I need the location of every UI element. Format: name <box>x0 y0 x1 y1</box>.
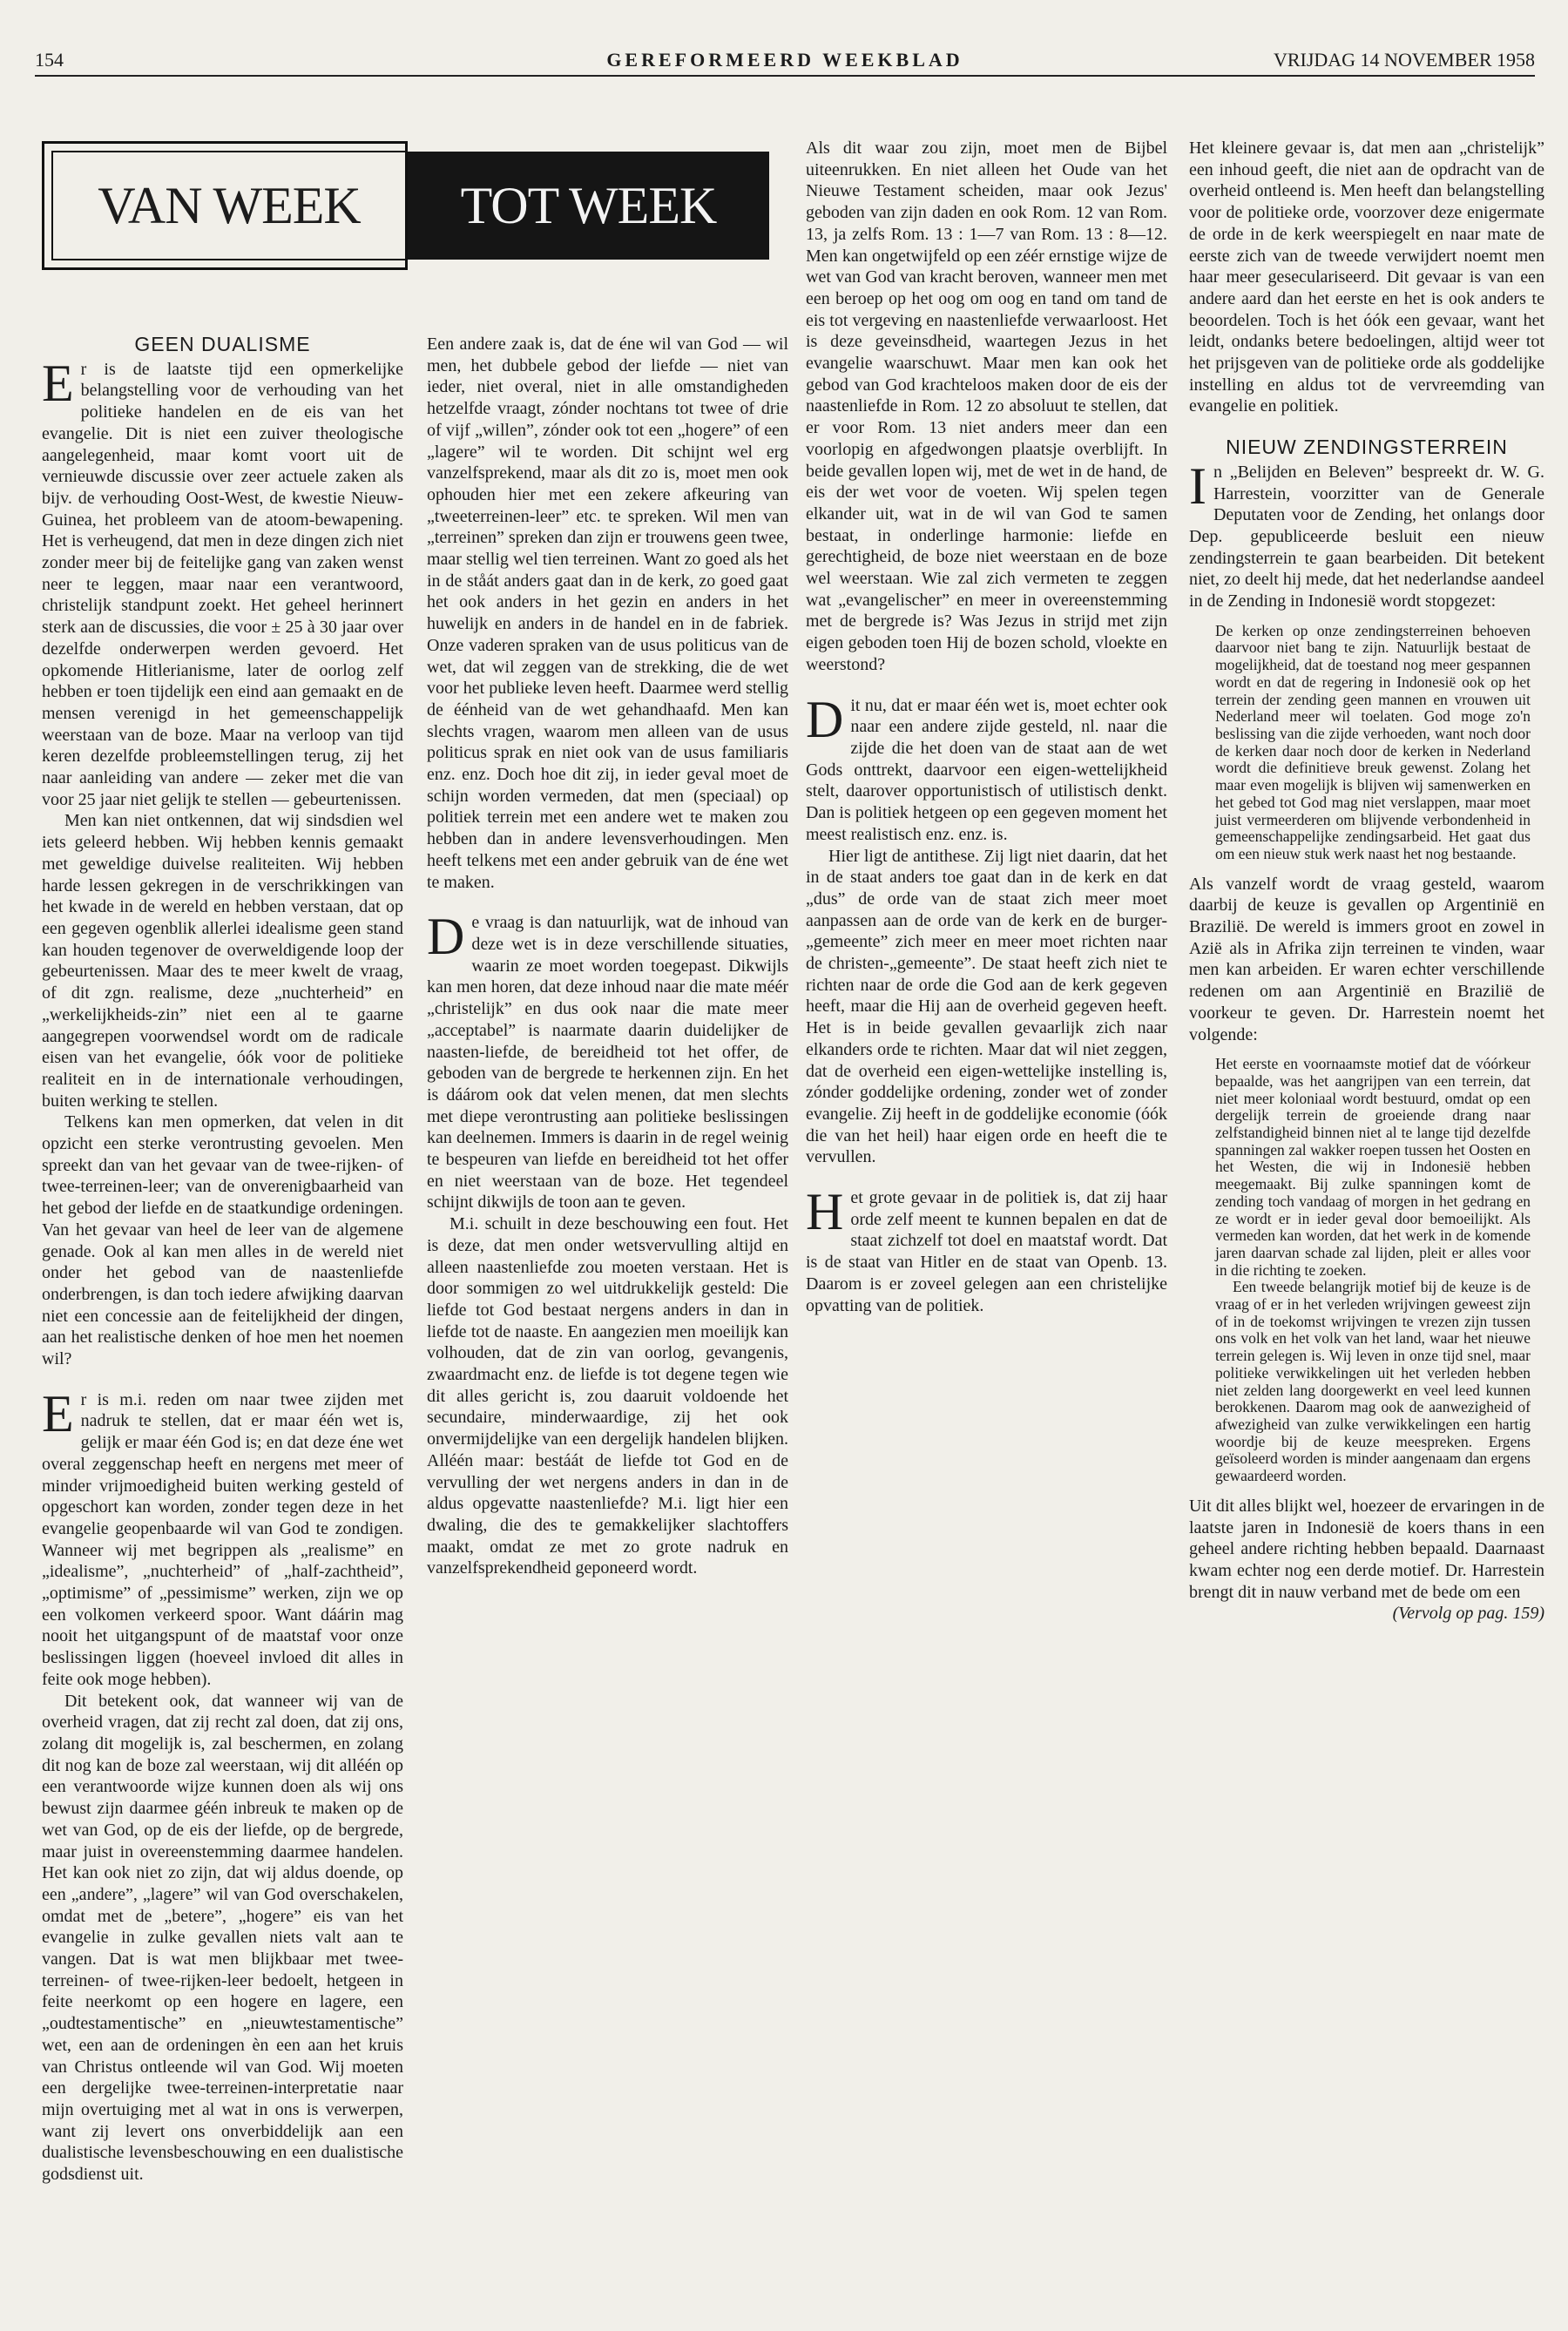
page-header <box>35 45 1535 77</box>
section-title: NIEUW ZENDINGSTERREIN <box>1226 436 1508 459</box>
paragraph: Dit betekent ook, dat wanneer wij van de overheid vragen, dat zij recht zal doen, dat zij ons, zolang dit mogelijk is, zal beschermen, en zolang dit nog kan de boze zal weerstaan, wij dit alléén op een verantwoorde wijze kunnen doen als wij ons bewust zijn daarmee géén inbreuk te maken op de wet van God, op de eis der liefde, op de bergrede, maar juist in overeenstemming daarmee handelen. Het kan ook niet zo zijn, dat wij aldus doende, op een „andere”, „lagere” wil van God overschakelen, omdat met de „betere”, „hogere” eis van het evangelie in zulke gevallen niets valt aan te vangen. Dat is wat men blijkbaar met twee-terreinen- of twee-rijken-leer bedoelt, hetgeen in feite neerkomt op een hogere en lagere, een „oudtestamentische” en „nieuwtestamentische” wet, een aan de ordeningen èn een aan het kruis van Christus ontleende wil van God. Wij moeten een dergelijke twee-terreinen-interpretatie naar mijn overtuiging met al wat in ons is verwerpen, want zij levert ons onverbiddelijk aan een dualistische levensbeschouwing en een dualistische godsdienst uit. <box>42 1691 403 2185</box>
paragraph: Als dit waar zou zijn, moet men de Bijbel uiteenrukken. En niet alleen het Oude van het Nieuwe Testament scheiden, maar ook Jezus' geboden van zijn daden en ook Rom. 12 van Rom. 13, ja zelfs Rom. 13 : 1—7 van Rom. 13 : 8—12. Men kan ongetwijfeld op een zéér ernstige wijze de wet van God van kracht beroven, wanneer men met een beroep op het oog om oog en tand om tand de eis tot vergeving en naastenliefde verwaarloost. Het is deze geveinsdheid, waartegen Jezus in het evangelie waarschuwt. Maar men kan ook het gebod van God krachteloos maken door de eis der naastenliefde in Rom. 12 zo absoluut te stellen, dat er voor Rom. 13 niet anders meer dan een voorlopig en afgedwongen plaatsje overblijft. In beide gevallen lopen wij, met de wet in de hand, de eis der wet voor de voeten. Wij spelen tegen elkander uit, wat in de wil van God te samen bestaat, in onderlinge harmonie: liefde en gerechtigheid, de boze niet weerstaan en de boze wel weerstaan. Wie zal zich vermeten te zeggen wat „evangelischer” en meer in overeenstemming met de bergrede is? Was Jezus in strijd met zijn eigen geboden toen Hij de bozen schold, vloekte en weerstond? <box>806 139 1167 674</box>
masthead-right-text: TOT WEEK <box>408 152 769 260</box>
paragraph <box>42 1384 403 1691</box>
paragraph <box>1189 456 1544 612</box>
drop-cap: E <box>42 1384 74 1443</box>
paragraph-text: it nu, dat er maar één wet is, moet echter ook naar een andere zijde gesteld, nl. naar die zijde die het doen van de staat aan de wet Gods onttrekt, daarvoor een eigen-wettelijkheid stelt, daarover opportunistisch of utilistisch denkt. Dan is politiek hetgeen op een gegeven moment het meest realistisch enz. enz. is. <box>806 695 1167 844</box>
block-quote <box>1215 623 1531 863</box>
drop-cap: E <box>42 354 74 412</box>
paragraph: M.i. schuilt in deze beschouwing een fout. Het is deze, dat men onder wetsvervulling altijd en alleen naastenliefde zou moeten verstaan. Het is door sommigen zo wel uitdrukkelijk gesteld: Die liefde tot God bestaat nergens anders in dan in liefde tot de naaste. En aangezien men moeilijk kan volhouden, dat de zin van oorlog, gevangenis, zwaardmacht enz. de liefde is tot degene tegen wie dit alles gericht is, zou daaruit voldoende het secundaire, minderwaardige, zij het ook onvermijdelijke van een dergelijk handelen blijken. Alléén maar: bestáát de liefde tot God en de vervulling der wet nergens anders in dan in de aldus opgevatte naastenliefde? M.i. ligt hier een dwaling, die des te gemakkelijker slachtoffers maakt, omdat ze met zo grote nadruk en vanzelfsprekendheid geponeerd wordt. <box>427 1214 788 1578</box>
section-title: GEEN DUALISME <box>134 333 311 355</box>
paragraph <box>806 1183 1167 1316</box>
column-3 <box>806 138 1167 1316</box>
quote-text: De kerken op onze zendingsterreinen behoeven daarvoor niet bang te zijn. Natuurlijk bestaat de mogelijkheid, dat de toestand nog meer gespannen wordt en dat de regering in Indonesië ook op het terrein der zending geen mannen en vrouwen uit Nederland meer wil toelaten. God moge zo'n beslissing van die zijde verhoeden, want noch door de kerken daar noch door de kerken in Nederland wordt die definitieve breuk gewenst. Zolang het maar even mogelijk is blijven wij samenwerken en het gebed tot God mag niet verslappen, maar moet juist vermeerderen om blijvende verbondenheid in gemeenschappelijke zendingsarbeid. Het gaat dus om een nieuw stuk werk naast het nog bestaande. <box>1215 621 1531 862</box>
paragraph: Als vanzelf wordt de vraag gesteld, waarom daarbij de keuze is gevallen op Argentinië en Brazilië. De wereld is immers groot en zowel in Azië als in Afrika zijn terreinen te vinden, waar men kan arbeiden. Er waren echter verschillende redenen om aan Argentinië en Brazilië de voorkeur te geven. Dr. Harrestein noemt het volgende: <box>1189 874 1544 1044</box>
paragraph: Men kan niet ontkennen, dat wij sindsdien wel iets geleerd hebben. Wij hebben kennis gemaakt met geweldige duivelse realiteiten. Wij hebben harde lessen gekregen in de verschrikkingen van het kwade in de wereld en hebben verstaan, dat op een gegeven ogenblik allerlei idealisme geen stand kan houden tegenover de overweldigende loop der gebeurtenissen. Maar des te meer kwelt de vraag, of dit zgn. realisme, deze „nuchterheid” en „werkelijkheids-zin” niet een al te gaarne aangegrepen voorwendsel wordt om de radicale eisen van het evangelie, óók voor de politieke realiteit en in de internationale verhoudingen, buiten werking te stellen. <box>42 811 403 1111</box>
paragraph <box>427 908 788 1213</box>
column-4 <box>1189 138 1544 1625</box>
page-number: 154 <box>35 49 64 71</box>
paragraph <box>806 690 1167 846</box>
block-quote <box>1215 1056 1531 1485</box>
drop-cap: I <box>1189 456 1206 515</box>
drop-cap: D <box>806 690 844 748</box>
paragraph-text: n „Belijden en Beleven” bespreekt dr. W. G. Harrestein, voorzitter van de Generale Deputaten voor de Zending, het onlangs door Dep. gepubliceerde besluit een nieuw zendingsterrein te gaan bearbeiden. Dit betekent niet, zo deelt hij mede, dat het nederlandse aandeel in de Zending in Indonesië wordt stopgezet: <box>1189 462 1544 611</box>
publication-name: GEREFORMEERD WEEKBLAD <box>606 49 963 71</box>
quote-text: Het eerste en voornaamste motief dat de vóórkeur bepaalde, was het aangrijpen van een terrein, dat niet meer koloniaal wordt bestuurd, omdat op een dergelijk terrein de groeiende drang naar zelfstandigheid binnen niet al te lange tijd dezelfde spanningen zal wakker roepen tussen het Oosten en het Westen, die wij in Indonesië hebben meegemaakt. Bij zulke spanningen komt de zending toch vandaag of morgen in het gedrang en ze wordt er in ieder geval door bemoeilijkt. Als vermeden kan worden, dat het werk in de komende jaren daarvan schade zal lijden, pleit er alles voor in die richting te zoeken. <box>1215 1055 1531 1279</box>
continued-note: (Vervolg op pag. 159) <box>1392 1604 1544 1624</box>
paragraph-text: e vraag is dan natuurlijk, wat de inhoud van deze wet is in deze verschillende situaties, waarin ze moet worden toegepast. Dikwijls kan men horen, dat deze inhoud naar die mate méér „christelijk” en dus ook naar die mate meer „acceptabel” is naarmate daarin duidelijker de naasten-liefde, de bereidheid tot het offer, de geboden van de bergrede te herkennen zijn. En het is dáárom ook dat velen menen, dat men slechts met diepe verontrusting aan politieke beslissingen kan deelnemen. Immers is daarin in de regel weinig te bespeuren van liefde en bereidheid tot het offer en niet weerstaan van de boze. Het tegendeel schijnt dikwijls de toon aan te geven. <box>427 913 788 1213</box>
masthead-left-text: VAN WEEK <box>51 151 405 260</box>
column-masthead <box>42 141 769 270</box>
paragraph-text: r is m.i. reden om naar twee zijden met nadruk te stellen, dat er maar één wet is, gelijk er maar één God is; en dat deze éne wet overal zeggenschap heeft en nergens met meer of minder vrijmoedigheid buiten werking gesteld of opgeschort kan worden, zonder tegen deze in het evangelie geopenbaarde wil van God te zondigen. Wanneer wij met begrippen als „realisme” en „idealisme”, „nuchterheid” of „half-zachtheid”, „optimisme” of „pessimisme” werken, zijn we op een volkomen verkeerd spoor. Want dáárin mag nooit het uitgangspunt of de maatstaf voor onze beslissingen liggen (hoeveel invloed dit alles in feite ook moge hebben). <box>42 1389 403 1689</box>
paragraph: Een andere zaak is, dat de éne wil van God — wil men, het dubbele gebod der liefde — niet van ieder, niet overal, niet in alle omstandigheden hetzelfde vraagt, zónder nochtans tot twee of drie of vijf „willen”, zónder ook tot een „hogere” of een „lagere” wil te worden. Dit schijnt wel erg vanzelfsprekend, maar als dit zo is, moet men ook ophouden hier met een zekere afkeuring van „tweeterreinen-leer” etc. te spreken. Wil men van „terreinen” spreken dan zijn er trouwens geen twee, maar stellig wel tien terreinen. Want zo goed als het in de ståát anders gaat dan in de kerk, zo goed gaat het ook anders in het gezin en anders in het huwelijk en anders in de handel en in de fabriek. Onze vaderen spraken van de usus politicus van de wet, dat wil zeggen van de strekking, die de wet voor het publieke leven heeft. Daarmee werd stellig de éénheid van de wet gehandhaafd. Men kan slechts vragen, waarom men alleen van de usus politicus sprak en niet ook van de usus familiaris enz. enz. Doch hoe dit zij, in ieder geval moet de schijn worden vermeden, dat men (speciaal) op politiek terrein met een andere wet te maken zou hebben dan in andere levensverhoudingen. Men heeft telkens met een ander gebruik van de éne wet te maken. <box>427 334 788 892</box>
paragraph: Het kleinere gevaar is, dat men aan „christelijk” een inhoud geeft, die niet aan de opdracht van de overheid ontleend is. Men heeft dan belangstelling voor de politieke orde, voorzover deze enigermate de orde in de kerk weerspiegelt en naar mate de eerste zich van de tweede verwijdert noemt men haar meer geseculariseerd. Dit gevaar is van een andere aard dan het eerste en het is ook anders te beoordelen. Toch is het óók een gevaar, want het leidt, ondanks betere bedoelingen, altijd weer tot het prijsgeven van de politieke orde als goddelijke instelling en aldus tot de vervreemding van evangelie en politiek. <box>1189 139 1544 416</box>
drop-cap: H <box>806 1183 844 1241</box>
issue-date: VRIJDAG 14 NOVEMBER 1958 <box>1273 49 1535 71</box>
paragraph: Uit dit alles blijkt wel, hoezeer de ervaringen in de laatste jaren in Indonesië de koers thans in een geheel andere richting hebben bepaald. Daarnaast kwam echter nog een derde motief. Dr. Harrestein brengt dit in nauw verband met de bede om een <box>1189 1496 1544 1602</box>
column-1 <box>42 334 403 2186</box>
drop-cap: D <box>427 908 465 966</box>
paragraph: Telkens kan men opmerken, dat velen in dit opzicht een sterke verontrusting gevoelen. Men spreekt dan van het gevaar van de twee-rijken- of twee-terreinen-leer; van de onverenigbaarheid van het gebod der liefde en de staatkundige ordeningen. Van het gevaar van heel de leer van de algemene genade. Ook al kan men alles in de wereld niet onder het gebod van de naastenliefde onderbrengen, is dan toch iedere afwijking daarvan niet een concessie aan de feitelijkheid der dingen, aan het realistische denken of hoe men het noemen wil? <box>42 1112 403 1369</box>
paragraph: Hier ligt de antithese. Zij ligt niet daarin, dat het in de staat anders toe gaat dan in de kerk en dat „dus” de orde van de staat zich meer moet aanpassen aan de orde van de kerk en de burger-„gemeente” zich meer en meer moet richten naar de christen-„gemeente”. De staat heeft zich niet te richten naar de orde die God aan de kerk gegeven heeft, maar die Hij aan de overheid gegeven heeft. Het is in beide gevallen gevaarlijk zich naar elkanders orde te richten. Maar dat wil niet zeggen, dat de overheid een eigen-wettelijke instelling is, zónder goddelijke ordening, zonder wet of zonder evangelie. Zij heeft in de goddelijke economie (óók die van het heil) haar eigen orde en heeft die te vervullen. <box>806 846 1167 1167</box>
column-2 <box>427 334 788 1579</box>
paragraph-text: et grote gevaar in de politiek is, dat zij haar orde zelf meent te kunnen bepalen en dat de staat zichzelf tot doel en maatstaf wordt. Dat is de staat van Hitler en de staat van Openb. 13. Daarom is er zoveel gelegen aan een christelijke opvatting van de politiek. <box>806 1188 1167 1315</box>
paragraph-text: r is de laatste tijd een opmerkelijke belangstelling voor de verhouding van het politieke handelen en de eis van het evangelie. Dit is niet een zuiver theologische aangelegenheid, maar komt voort uit de vernieuwde discussie over zeer actuele zaken als bijv. de verhouding Oost-West, de kwestie Nieuw-Guinea, het probleem van de atoom-bewapening. Het is verheugend, dat men in deze dingen zich niet zonder meer bij de feitelijke gang van zaken wenst neer te leggen, maar naar een verantwoord, christelijk standpunt zoekt. Het geheel herinnert sterk aan de discussies, die voor ± 25 à 30 jaar over dezelfde onderwerpen werden gevoerd. Het opkomende Hitlerianisme, later de oorlog zelf hebben er toen tijdelijk een eind aan gemaakt en de mensen verenigd in het gemeenschappelijk weerstaan van de boze. Maar na verloop van tijd keren dezelfde probleemstellingen terug, zij het naar aanleiding van andere — zeker met die van voor 25 jaar niet gelijk te stellen — gebeurtenissen. <box>42 359 403 809</box>
masthead-left-box <box>42 141 408 270</box>
quote-text: Een tweede belangrijk motief bij de keuze is de vraag of er in het verleden wrijvingen geweest zijn of in de toekomst wrijvingen te vrezen zijn tussen ons volk en het volk van het land, waar het nieuwe terrein gelegen is. Wij leven in onze tijd snel, maar politieke verwikkelingen uit het verleden hebben niet zelden lang doorgewerkt en veel leed kunnen berokkenen. Daarom mag ook de aanwezigheid of afwezigheid van zulke verwikkelingen een hartig woordje bij de keuze meespreken. Ergens geïsoleerd worden is minder aangenaam dan ergens gewaardeerd worden. <box>1215 1278 1531 1485</box>
paragraph <box>42 354 403 811</box>
